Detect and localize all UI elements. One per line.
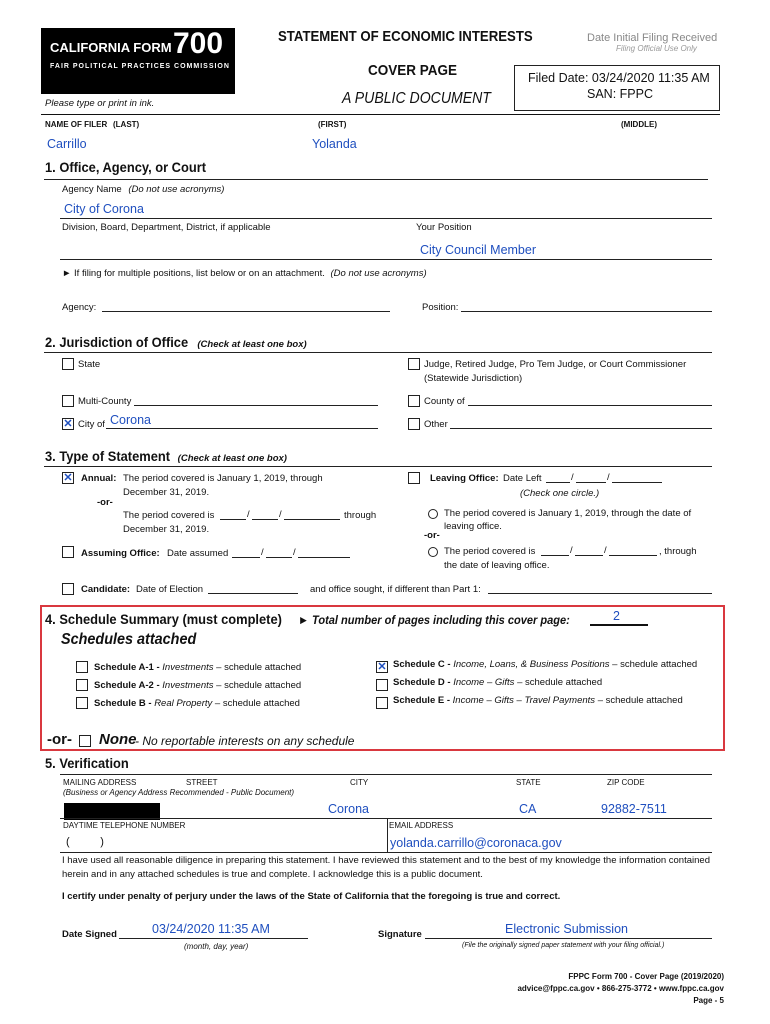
leaving-day-field[interactable] — [575, 555, 603, 556]
signature-label: Signature — [378, 929, 422, 940]
address-note: (Business or Agency Address Recommended - Public Document) — [63, 788, 295, 797]
city-checkbox[interactable]: ✕ — [63, 418, 73, 430]
schedule-a1-label — [94, 662, 301, 673]
agency2-label: Agency: — [62, 302, 97, 313]
middle-name-label: (MIDDLE) — [621, 120, 657, 129]
schedule-d-type-2: Gifts — [494, 677, 515, 688]
position2-field[interactable] — [461, 311, 712, 312]
filed-date: Filed Date: 03/24/2020 11:35 AM — [528, 71, 710, 85]
signature-note: (File the originally signed paper statement with your filing official.) — [462, 942, 665, 949]
leaving-option-1-text-2: leaving office. — [444, 521, 502, 532]
city-of-label: City of — [78, 419, 105, 430]
county-of-label: County of — [424, 396, 465, 407]
state-label-5: STATE — [516, 778, 541, 787]
leaving-option-1-text: The period covered is January 1, 2019, through the date of — [444, 508, 692, 519]
leaving-checkbox[interactable] — [408, 472, 420, 484]
section5-title: 5. Verification — [45, 755, 129, 771]
dec31-label: December 31, 2019. — [123, 524, 210, 535]
agency-name-label — [62, 184, 224, 195]
san-label: SAN: FPPC — [587, 87, 653, 101]
multi-county-field[interactable] — [134, 405, 378, 406]
city-address-field[interactable]: Corona — [328, 802, 369, 816]
leaving-option-2-radio[interactable] — [428, 547, 438, 557]
schedule-a1-attached: – schedule attached — [216, 662, 302, 673]
office-sought-field[interactable] — [488, 593, 712, 594]
diligence-text-2: herein and in any attached schedules is true and complete. I acknowledge this is a public document. — [62, 869, 483, 880]
schedule-a1-name: Schedule A-1 - — [94, 662, 160, 673]
slash: / — [607, 472, 610, 483]
slash: / — [247, 509, 250, 520]
schedule-a2-checkbox[interactable] — [76, 679, 88, 691]
date-left-month-field[interactable] — [546, 482, 570, 483]
schedule-d-checkbox[interactable] — [376, 679, 388, 691]
election-date-field[interactable] — [208, 593, 298, 594]
agency-name-text: Agency Name — [62, 184, 122, 195]
judge-checkbox[interactable] — [408, 358, 420, 370]
candidate-label: Candidate: — [81, 584, 131, 595]
leaving-label: Leaving Office: — [430, 473, 499, 484]
filer-header-line — [41, 114, 720, 115]
multi-county-label: Multi-County — [78, 396, 132, 407]
slash: / — [261, 547, 264, 558]
schedule-e-type-3: Travel Payments — [524, 695, 596, 706]
schedule-b-name: Schedule B - — [94, 698, 152, 709]
date-left-day-field[interactable] — [576, 482, 606, 483]
phone-field[interactable]: ( ) — [66, 836, 104, 848]
email-divider — [387, 818, 388, 853]
official-use-label: Filing Official Use Only — [616, 44, 697, 53]
assumed-day-field[interactable] — [266, 557, 292, 558]
your-position-label: Your Position — [416, 222, 472, 233]
schedule-b-checkbox[interactable] — [76, 697, 88, 709]
schedule-e-checkbox[interactable] — [376, 697, 388, 709]
office-sought-label: and office sought, if different than Part 1: — [310, 584, 481, 595]
mailing-address-label: MAILING ADDRESS — [63, 778, 137, 787]
schedule-c-label — [393, 659, 697, 670]
other-checkbox[interactable] — [408, 418, 420, 430]
assuming-checkbox[interactable] — [62, 546, 74, 558]
multiple-note-acronyms: (Do not use acronyms) — [330, 268, 427, 279]
multiple-positions-note — [62, 268, 427, 279]
total-pages-field[interactable]: 2 — [613, 609, 620, 623]
annual-checkbox[interactable]: ✕ — [63, 472, 73, 484]
none-label: None — [99, 731, 137, 748]
agency-note: (Do not use acronyms) — [128, 184, 225, 195]
check-one-circle-note: (Check one circle.) — [520, 488, 600, 499]
date-signed-label: Date Signed — [62, 929, 117, 940]
date-left-year-field[interactable] — [612, 482, 662, 483]
first-name-field[interactable]: Yolanda — [312, 137, 357, 151]
division-label: Division, Board, Department, District, if applicable — [62, 222, 271, 233]
commission-label: FAIR POLITICAL PRACTICES COMMISSION — [50, 63, 230, 70]
annual-or: -or- — [97, 497, 113, 508]
assumed-year-field[interactable] — [298, 557, 350, 558]
signature-field[interactable]: Electronic Submission — [505, 922, 628, 936]
footer-contact: advice@fppc.ca.gov • 866-275-3772 • www.fppc.ca.gov — [517, 984, 724, 993]
section2-title-text: 2. Jurisdiction of Office — [45, 334, 189, 350]
candidate-checkbox[interactable] — [62, 583, 74, 595]
footer-form-label: FPPC Form 700 - Cover Page (2019/2020) — [568, 972, 724, 981]
section1-title: 1. Office, Agency, or Court — [45, 159, 207, 175]
last-name-field[interactable]: Carrillo — [47, 137, 87, 151]
none-checkbox[interactable] — [79, 735, 91, 747]
agency2-field[interactable] — [102, 311, 390, 312]
city-field[interactable]: Corona — [110, 413, 151, 427]
state-address-field[interactable]: CA — [519, 802, 537, 816]
judge-label-2: (Statewide Jurisdiction) — [424, 373, 523, 384]
section3-title-text: 3. Type of Statement — [45, 448, 171, 464]
date-received-label: Date Initial Filing Received — [587, 32, 718, 44]
schedule-c-name: Schedule C - — [393, 659, 451, 670]
schedule-d-attached: – schedule attached — [517, 677, 603, 688]
position2-label: Position: — [422, 302, 459, 313]
none-or-label: -or- — [47, 731, 72, 748]
schedule-a1-type: Investments — [162, 662, 214, 673]
slash: / — [279, 509, 282, 520]
slash: / — [293, 547, 296, 558]
agency-name-field[interactable]: City of Corona — [64, 202, 144, 216]
annual-text-1: The period covered is January 1, 2019, through — [123, 473, 323, 484]
schedules-attached-title: Schedules attached — [61, 631, 197, 648]
page-title: STATEMENT OF ECONOMIC INTERESTS — [278, 28, 533, 45]
slash: / — [571, 472, 574, 483]
date-left-label: Date Left — [503, 473, 542, 484]
date-election-label: Date of Election — [136, 584, 204, 595]
certify-text: I certify under penalty of perjury under the laws of the State of California that the foregoing is true and correct. — [62, 891, 561, 902]
through-label: through — [344, 510, 377, 521]
date-assumed-label: Date assumed — [167, 548, 229, 559]
schedule-a2-attached: – schedule attached — [216, 680, 302, 691]
date-signed-field[interactable]: 03/24/2020 11:35 AM — [152, 922, 270, 936]
other-label: Other — [424, 419, 448, 430]
schedule-a2-type: Investments — [162, 680, 214, 691]
county-field[interactable] — [468, 405, 712, 406]
total-pages-line — [590, 624, 648, 626]
period-month-field[interactable] — [220, 519, 246, 520]
page-subtitle: COVER PAGE — [368, 62, 458, 79]
period-year-field[interactable] — [284, 519, 340, 520]
street-label: STREET — [186, 778, 218, 787]
last-name-label: (LAST) — [113, 120, 140, 129]
email-label: EMAIL ADDRESS — [389, 821, 454, 830]
schedule-d-label: Schedule D - Income – Gifts – schedule attached — [393, 677, 603, 688]
email-field[interactable]: yolanda.carrillo@coronaca.gov — [390, 836, 562, 850]
section2-title — [45, 334, 307, 350]
other-field[interactable] — [450, 428, 712, 429]
assumed-month-field[interactable] — [232, 557, 260, 558]
multi-county-checkbox[interactable] — [62, 395, 74, 407]
schedule-c-attached: – schedule attached — [612, 659, 698, 670]
schedule-a2-label — [94, 680, 301, 691]
state-label: State — [78, 359, 101, 370]
none-description: - No reportable interests on any schedule — [135, 734, 355, 748]
leaving-through-label: , through — [659, 546, 697, 557]
city-label: CITY — [350, 778, 369, 787]
zip-field[interactable]: 92882-7511 — [601, 802, 667, 816]
judge-label: Judge, Retired Judge, Pro Tem Judge, or Court Commissioner — [424, 359, 687, 370]
schedule-a2-name: Schedule A-2 - — [94, 680, 160, 691]
state-checkbox[interactable] — [62, 358, 74, 370]
section2-note: (Check at least one box) — [197, 339, 307, 350]
section3-title — [45, 448, 287, 464]
leaving-month-field[interactable] — [541, 555, 569, 556]
county-checkbox[interactable] — [408, 395, 420, 407]
schedule-e-type: Income — [452, 695, 484, 706]
position-field[interactable]: City Council Member — [420, 243, 537, 257]
phone-label: DAYTIME TELEPHONE NUMBER — [63, 821, 186, 830]
leaving-or: -or- — [424, 530, 440, 541]
annual-label: Annual: — [81, 473, 117, 484]
schedule-c-checkbox[interactable]: ✕ — [377, 661, 387, 673]
leaving-year-field[interactable] — [609, 555, 657, 556]
schedule-e-type-2: Gifts — [494, 695, 514, 706]
form-number: 700 — [173, 27, 224, 60]
schedule-b-attached: – schedule attached — [214, 698, 300, 709]
please-type-note: Please type or print in ink. — [45, 98, 155, 109]
slash: / — [570, 545, 573, 556]
leaving-option-2-text-2: the date of leaving office. — [444, 560, 550, 571]
assuming-label: Assuming Office: — [81, 548, 160, 559]
schedule-e-attached: – schedule attached — [597, 695, 683, 706]
zip-label: ZIP CODE — [607, 778, 645, 787]
first-name-label: (FIRST) — [318, 120, 347, 129]
period-day-field[interactable] — [252, 519, 278, 520]
form-label: CALIFORNIA FORM — [50, 40, 172, 55]
leaving-option-1-radio[interactable] — [428, 509, 438, 519]
leaving-option-2-text: The period covered is — [444, 546, 536, 557]
section3-note: (Check at least one box) — [177, 453, 287, 464]
schedule-b-label — [94, 698, 300, 709]
schedule-c-type: Income, Loans, & Business Positions — [453, 659, 610, 670]
total-pages-label: ► Total number of pages including this cover page: — [298, 613, 570, 627]
footer-page-number: Page - 5 — [693, 996, 724, 1005]
schedule-e-name: Schedule E - — [393, 695, 451, 706]
schedule-d-name: Schedule D - — [393, 677, 451, 688]
annual-text-2: December 31, 2019. — [123, 487, 210, 498]
section4-title: 4. Schedule Summary (must complete) — [45, 611, 282, 627]
schedule-a1-checkbox[interactable] — [76, 661, 88, 673]
multiple-note-text: ► If filing for multiple positions, list below or on an attachment. — [62, 268, 325, 279]
schedule-d-type: Income — [453, 677, 485, 688]
schedule-e-label: Schedule E - Income – Gifts – Travel Payments – schedule attached — [393, 695, 683, 706]
public-document-label: A PUBLIC DOCUMENT — [342, 90, 491, 107]
date-format-note: (month, day, year) — [184, 942, 249, 951]
diligence-text-1: I have used all reasonable diligence in preparing this statement. I have reviewed this statement and to the best of my knowledge the information contained — [62, 855, 710, 866]
slash: / — [604, 545, 607, 556]
name-of-filer-label: NAME OF FILER — [45, 120, 108, 129]
period-covered-text: The period covered is — [123, 510, 215, 521]
schedule-b-type: Real Property — [154, 698, 213, 709]
